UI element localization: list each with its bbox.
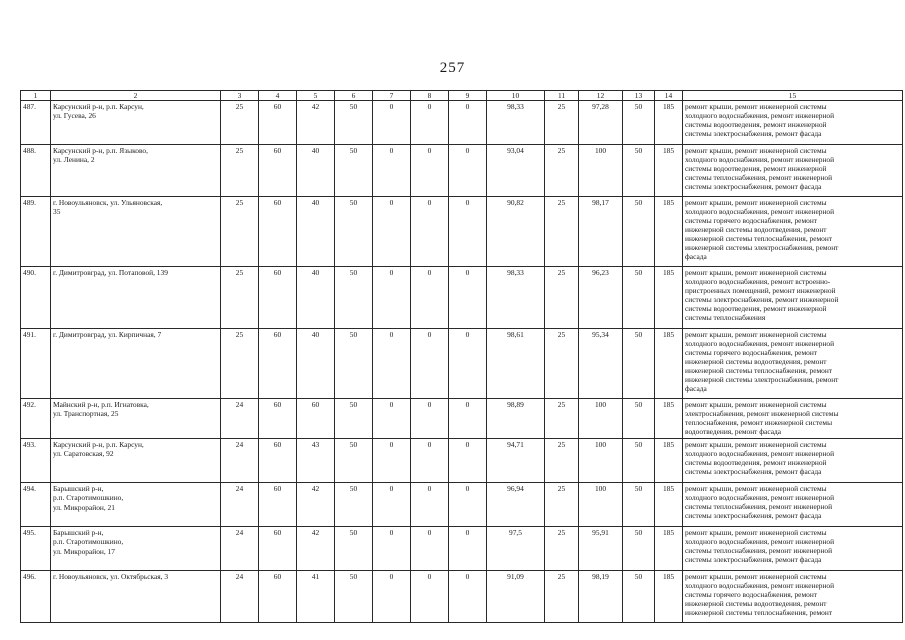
value-cell-c8: 0	[411, 483, 449, 527]
value-cell-c12: 100	[579, 439, 623, 483]
address-line: г. Димитровград, ул. Потаповой, 139	[53, 268, 168, 277]
value-cell-c3: 24	[221, 439, 259, 483]
works-cell	[683, 267, 903, 329]
works-line: системы горячего водоснабжения, ремонт	[685, 590, 818, 600]
value-cell-c12: 95,91	[579, 527, 623, 571]
works-line: холодного водоснабжения, ремонт инженерной	[685, 111, 835, 121]
value-cell-c14: 185	[655, 197, 683, 267]
value-cell-c11: 25	[545, 267, 579, 329]
column-header: 6	[335, 91, 373, 101]
works-line: системы водоотведения, ремонт инженерной	[685, 120, 827, 130]
value-cell-c8: 0	[411, 197, 449, 267]
value-cell-c3: 25	[221, 267, 259, 329]
works-line: ремонт крыши, ремонт инженерной системы	[685, 330, 827, 339]
value-cell-c13: 50	[623, 267, 655, 329]
column-header: 13	[623, 91, 655, 101]
value-cell-c14: 185	[655, 145, 683, 197]
table-row	[21, 329, 903, 399]
table-row	[21, 267, 903, 329]
value-cell-c13: 50	[623, 145, 655, 197]
value-cell-c5: 42	[297, 483, 335, 527]
value-cell-c12: 95,34	[579, 329, 623, 399]
value-cell-c4: 60	[259, 483, 297, 527]
works-line: ремонт крыши, ремонт инженерной системы	[685, 484, 827, 493]
value-cell-c3: 25	[221, 329, 259, 399]
value-cell-c12: 100	[579, 145, 623, 197]
value-cell-c9: 0	[449, 483, 487, 527]
value-cell-c3: 24	[221, 527, 259, 571]
value-cell-c12: 100	[579, 483, 623, 527]
value-cell-c8: 0	[411, 267, 449, 329]
works-line: системы теплоснабжения	[685, 313, 766, 323]
column-header-row	[21, 91, 903, 101]
value-cell-c12: 96,23	[579, 267, 623, 329]
value-cell-c11: 25	[545, 439, 579, 483]
value-cell-c13: 50	[623, 329, 655, 399]
value-cell-c12: 98,17	[579, 197, 623, 267]
column-header: 15	[683, 91, 903, 101]
value-cell-c10: 98,33	[487, 267, 545, 329]
works-line: ремонт крыши, ремонт инженерной системы	[685, 400, 827, 409]
value-cell-c12: 98,19	[579, 571, 623, 623]
value-cell-c5: 40	[297, 145, 335, 197]
value-cell-c9: 0	[449, 145, 487, 197]
address-line: г. Новоульяновск, ул. Октябрьская, 3	[53, 572, 169, 581]
address-line: Карсунский р-н, р.п. Карсун,	[53, 440, 144, 449]
value-cell-c4: 60	[259, 267, 297, 329]
value-cell-c13: 50	[623, 439, 655, 483]
address-line: ул. Ленина, 2	[53, 155, 95, 165]
value-cell-c3: 25	[221, 197, 259, 267]
works-cell	[683, 145, 903, 197]
value-cell-c7: 0	[373, 145, 411, 197]
value-cell-c3: 24	[221, 483, 259, 527]
value-cell-c8: 0	[411, 571, 449, 623]
value-cell-c9: 0	[449, 439, 487, 483]
works-line: системы электроснабжения, ремонт фасада	[685, 467, 822, 477]
value-cell-c14: 185	[655, 571, 683, 623]
row-number: 489.	[21, 197, 51, 267]
table-row	[21, 145, 903, 197]
value-cell-c3: 25	[221, 101, 259, 145]
address-cell	[51, 329, 221, 399]
value-cell-c6: 50	[335, 399, 373, 439]
value-cell-c11: 25	[545, 571, 579, 623]
works-line: ремонт крыши, ремонт инженерной системы	[685, 102, 827, 111]
value-cell-c10: 98,61	[487, 329, 545, 399]
value-cell-c12: 100	[579, 399, 623, 439]
address-line: 35	[53, 207, 61, 217]
value-cell-c5: 42	[297, 527, 335, 571]
address-line: Майнский р-н, р.п. Игнатовка,	[53, 400, 149, 409]
value-cell-c7: 0	[373, 571, 411, 623]
value-cell-c10: 98,89	[487, 399, 545, 439]
address-cell	[51, 197, 221, 267]
works-line: фасада	[685, 384, 707, 394]
works-line: ремонт крыши, ремонт инженерной системы	[685, 198, 827, 207]
value-cell-c5: 42	[297, 101, 335, 145]
works-cell	[683, 527, 903, 571]
value-cell-c10: 94,71	[487, 439, 545, 483]
value-cell-c10: 90,82	[487, 197, 545, 267]
value-cell-c8: 0	[411, 527, 449, 571]
value-cell-c4: 60	[259, 571, 297, 623]
value-cell-c13: 50	[623, 101, 655, 145]
value-cell-c6: 50	[335, 483, 373, 527]
value-cell-c11: 25	[545, 329, 579, 399]
address-cell	[51, 571, 221, 623]
value-cell-c7: 0	[373, 527, 411, 571]
column-header: 14	[655, 91, 683, 101]
address-line: р.п. Старотимошкино,	[53, 493, 124, 503]
column-header: 2	[51, 91, 221, 101]
works-line: теплоснабжения, ремонт инженерной системы	[685, 418, 833, 428]
value-cell-c7: 0	[373, 483, 411, 527]
value-cell-c4: 60	[259, 399, 297, 439]
column-header: 8	[411, 91, 449, 101]
value-cell-c14: 185	[655, 527, 683, 571]
value-cell-c10: 97,5	[487, 527, 545, 571]
works-cell	[683, 439, 903, 483]
column-header: 9	[449, 91, 487, 101]
works-line: системы горячего водоснабжения, ремонт	[685, 348, 818, 358]
works-line: инженерной системы водоотведения, ремонт	[685, 599, 827, 609]
table-row	[21, 197, 903, 267]
column-header: 7	[373, 91, 411, 101]
works-cell	[683, 197, 903, 267]
value-cell-c9: 0	[449, 399, 487, 439]
works-line: инженерной системы водоотведения, ремонт	[685, 357, 827, 367]
value-cell-c11: 25	[545, 197, 579, 267]
address-line: г. Новоульяновск, ул. Ульяновская,	[53, 198, 163, 207]
address-line: ул. Гусева, 26	[53, 111, 96, 121]
works-line: системы водоотведения, ремонт инженерной	[685, 458, 827, 468]
value-cell-c8: 0	[411, 439, 449, 483]
value-cell-c13: 50	[623, 571, 655, 623]
value-cell-c11: 25	[545, 483, 579, 527]
works-line: холодного водоснабжения, ремонт встроенно-	[685, 277, 831, 287]
value-cell-c7: 0	[373, 101, 411, 145]
value-cell-c4: 60	[259, 527, 297, 571]
value-cell-c6: 50	[335, 267, 373, 329]
works-line: холодного водоснабжения, ремонт инженерной	[685, 155, 835, 165]
address-line: ул. Саратовская, 92	[53, 449, 114, 459]
value-cell-c4: 60	[259, 439, 297, 483]
address-line: р.п. Старотимошкино,	[53, 537, 124, 547]
value-cell-c4: 60	[259, 101, 297, 145]
value-cell-c6: 50	[335, 571, 373, 623]
table-row	[21, 483, 903, 527]
address-line: ул. Транспортная, 25	[53, 409, 119, 419]
works-line: инженерной системы теплоснабжения, ремонт	[685, 608, 833, 618]
value-cell-c14: 185	[655, 439, 683, 483]
table-row	[21, 527, 903, 571]
value-cell-c8: 0	[411, 145, 449, 197]
row-number: 492.	[21, 399, 51, 439]
works-line: ремонт крыши, ремонт инженерной системы	[685, 440, 827, 449]
works-line: ремонт крыши, ремонт инженерной системы	[685, 268, 827, 277]
table-row	[21, 399, 903, 439]
works-line: холодного водоснабжения, ремонт инженерной	[685, 207, 835, 217]
value-cell-c6: 50	[335, 439, 373, 483]
column-header: 10	[487, 91, 545, 101]
value-cell-c14: 185	[655, 399, 683, 439]
works-line: ремонт крыши, ремонт инженерной системы	[685, 528, 827, 537]
address-line: ул. Микрорайон, 17	[53, 546, 115, 556]
works-line: системы электроснабжения, ремонт инженерной	[685, 295, 839, 305]
works-cell	[683, 483, 903, 527]
works-line: инженерной системы электроснабжения, ремонт	[685, 243, 839, 253]
address-cell	[51, 145, 221, 197]
value-cell-c5: 40	[297, 329, 335, 399]
value-cell-c11: 25	[545, 101, 579, 145]
table-row	[21, 101, 903, 145]
value-cell-c13: 50	[623, 197, 655, 267]
value-cell-c4: 60	[259, 145, 297, 197]
row-number: 494.	[21, 483, 51, 527]
works-cell	[683, 399, 903, 439]
works-line: системы электроснабжения, ремонт фасада	[685, 182, 822, 192]
works-line: пристроенных помещений, ремонт инженерной	[685, 286, 836, 296]
works-line: системы теплоснабжения, ремонт инженерной	[685, 546, 833, 556]
table-row	[21, 571, 903, 623]
works-line: электроснабжения, ремонт инженерной системы	[685, 409, 839, 419]
value-cell-c10: 96,94	[487, 483, 545, 527]
row-number: 491.	[21, 329, 51, 399]
value-cell-c10: 93,04	[487, 145, 545, 197]
column-header: 4	[259, 91, 297, 101]
works-line: системы теплоснабжения, ремонт инженерной	[685, 502, 833, 512]
value-cell-c8: 0	[411, 101, 449, 145]
address-line: Карсунский р-н, р.п. Карсун,	[53, 102, 144, 111]
value-cell-c12: 97,28	[579, 101, 623, 145]
value-cell-c13: 50	[623, 527, 655, 571]
value-cell-c11: 25	[545, 145, 579, 197]
value-cell-c14: 185	[655, 329, 683, 399]
column-header: 3	[221, 91, 259, 101]
works-line: системы горячего водоснабжения, ремонт	[685, 216, 818, 226]
row-number: 490.	[21, 267, 51, 329]
value-cell-c5: 40	[297, 197, 335, 267]
value-cell-c9: 0	[449, 197, 487, 267]
works-line: системы водоотведения, ремонт инженерной	[685, 304, 827, 314]
address-line: ул. Микрорайон, 21	[53, 502, 115, 512]
row-number: 495.	[21, 527, 51, 571]
value-cell-c6: 50	[335, 101, 373, 145]
value-cell-c7: 0	[373, 267, 411, 329]
table-row	[21, 439, 903, 483]
works-cell	[683, 571, 903, 623]
works-line: инженерной системы водоотведения, ремонт	[685, 225, 827, 235]
value-cell-c7: 0	[373, 329, 411, 399]
value-cell-c14: 185	[655, 267, 683, 329]
value-cell-c7: 0	[373, 439, 411, 483]
address-line: г. Димитровград, ул. Кирпичная, 7	[53, 330, 162, 339]
value-cell-c11: 25	[545, 399, 579, 439]
row-number: 496.	[21, 571, 51, 623]
value-cell-c9: 0	[449, 571, 487, 623]
repair-program-table	[20, 90, 903, 623]
works-line: системы электроснабжения, ремонт фасада	[685, 555, 822, 565]
address-cell	[51, 439, 221, 483]
value-cell-c13: 50	[623, 399, 655, 439]
works-line: холодного водоснабжения, ремонт инженерной	[685, 537, 835, 547]
value-cell-c5: 40	[297, 267, 335, 329]
value-cell-c7: 0	[373, 399, 411, 439]
value-cell-c14: 185	[655, 483, 683, 527]
value-cell-c4: 60	[259, 329, 297, 399]
value-cell-c8: 0	[411, 399, 449, 439]
address-line: Барышский р-н,	[53, 528, 104, 537]
works-line: ремонт крыши, ремонт инженерной системы	[685, 146, 827, 155]
works-line: системы водоотведения, ремонт инженерной	[685, 164, 827, 174]
works-line: ремонт крыши, ремонт инженерной системы	[685, 572, 827, 581]
value-cell-c8: 0	[411, 329, 449, 399]
row-number: 488.	[21, 145, 51, 197]
address-cell	[51, 527, 221, 571]
works-line: системы электроснабжения, ремонт фасада	[685, 511, 822, 521]
works-line: водоотведения, ремонт фасада	[685, 427, 782, 437]
value-cell-c14: 185	[655, 101, 683, 145]
value-cell-c7: 0	[373, 197, 411, 267]
value-cell-c13: 50	[623, 483, 655, 527]
works-line: холодного водоснабжения, ремонт инженерной	[685, 339, 835, 349]
value-cell-c6: 50	[335, 145, 373, 197]
column-header: 5	[297, 91, 335, 101]
works-line: инженерной системы теплоснабжения, ремонт	[685, 366, 833, 376]
value-cell-c9: 0	[449, 527, 487, 571]
works-cell	[683, 101, 903, 145]
column-header: 11	[545, 91, 579, 101]
works-line: инженерной системы электроснабжения, ремонт	[685, 375, 839, 385]
value-cell-c3: 24	[221, 571, 259, 623]
value-cell-c3: 25	[221, 145, 259, 197]
table-body	[21, 101, 903, 623]
works-line: фасада	[685, 252, 707, 262]
row-number: 487.	[21, 101, 51, 145]
value-cell-c3: 24	[221, 399, 259, 439]
value-cell-c6: 50	[335, 197, 373, 267]
works-cell	[683, 329, 903, 399]
works-line: инженерной системы теплоснабжения, ремонт	[685, 234, 833, 244]
value-cell-c10: 91,09	[487, 571, 545, 623]
value-cell-c5: 41	[297, 571, 335, 623]
address-line: Карсунский р-н, р.п. Языково,	[53, 146, 148, 155]
value-cell-c9: 0	[449, 267, 487, 329]
works-line: холодного водоснабжения, ремонт инженерной	[685, 581, 835, 591]
value-cell-c4: 60	[259, 197, 297, 267]
works-line: холодного водоснабжения, ремонт инженерной	[685, 449, 835, 459]
value-cell-c6: 50	[335, 329, 373, 399]
works-line: системы теплоснабжения, ремонт инженерной	[685, 173, 833, 183]
value-cell-c9: 0	[449, 329, 487, 399]
column-header: 1	[21, 91, 51, 101]
value-cell-c9: 0	[449, 101, 487, 145]
row-number: 493.	[21, 439, 51, 483]
works-line: системы электроснабжения, ремонт фасада	[685, 129, 822, 139]
address-line: Барышский р-н,	[53, 484, 104, 493]
address-cell	[51, 101, 221, 145]
column-header: 12	[579, 91, 623, 101]
value-cell-c10: 98,33	[487, 101, 545, 145]
address-cell	[51, 267, 221, 329]
value-cell-c6: 50	[335, 527, 373, 571]
works-line: холодного водоснабжения, ремонт инженерной	[685, 493, 835, 503]
page-number: 257	[439, 60, 466, 76]
value-cell-c5: 60	[297, 399, 335, 439]
value-cell-c5: 43	[297, 439, 335, 483]
address-cell	[51, 399, 221, 439]
value-cell-c11: 25	[545, 527, 579, 571]
address-cell	[51, 483, 221, 527]
